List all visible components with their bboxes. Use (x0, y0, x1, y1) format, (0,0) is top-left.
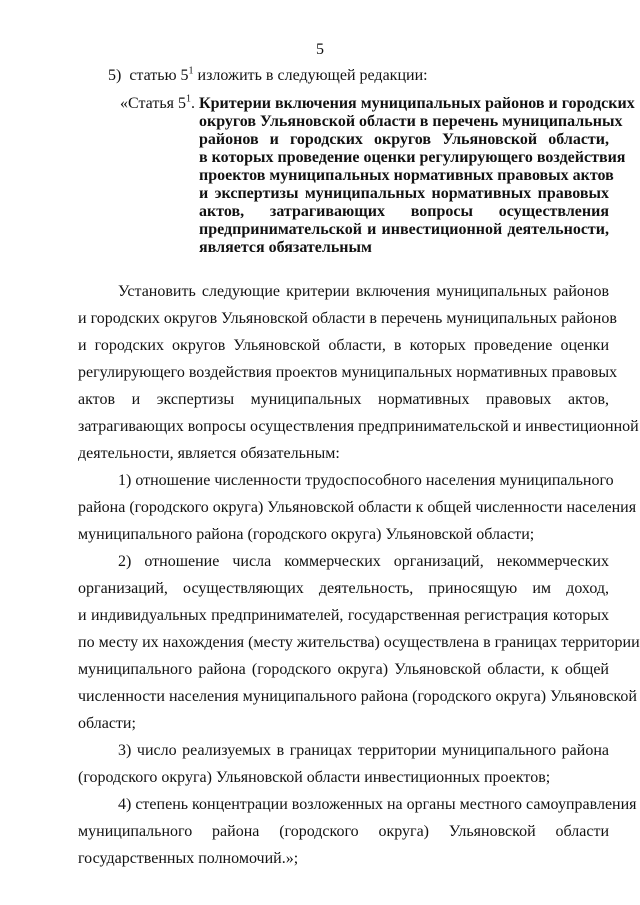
intro-superscript: 1 (188, 65, 194, 77)
criterion-3-line: (городского округа) Ульяновской области инвестиционных проектов; (78, 769, 551, 786)
body-line: Установить следующие критерии включения муниципальных районов (118, 283, 609, 300)
body-line: актов и экспертизы муниципальных нормативных правовых актов, (78, 391, 609, 408)
article-title-line: является обязательным (199, 239, 372, 256)
amendment-intro (108, 66, 428, 86)
article-title-line: в которых проведение оценки регулирующего воздействия (199, 149, 626, 166)
criterion-4-line: государственных полномочий.»; (78, 850, 299, 867)
body-line: и городских округов Ульяновской области в перечень муниципальных районов (78, 310, 617, 327)
criterion-2-line: численности населения муниципального района (городского округа) Ульяновской (78, 688, 637, 705)
intro-lead: 5) статью 5 (108, 67, 189, 84)
body-line: и городских округов Ульяновской области, в которых проведение оценки (78, 337, 609, 354)
article-title-line: Критерии включения муниципальных районов и городских (199, 95, 635, 112)
article-title-line: округов Ульяновской области в перечень муниципальных (199, 113, 623, 130)
article-title-line: районов и городских округов Ульяновской области, (199, 131, 609, 148)
body-line: затрагивающих вопросы осуществления предпринимательской и инвестиционной (78, 418, 639, 435)
article-prefix-superscript: 1 (185, 93, 191, 105)
article-title-line: актов, затрагивающих вопросы осуществления (199, 203, 609, 220)
criterion-1-line: 1) отношение численности трудоспособного населения муниципального (118, 472, 614, 489)
criterion-4-line: 4) степень концентрации возложенных на органы местного самоуправления (118, 796, 637, 813)
criterion-1-line: муниципального района (городского округа) Ульяновской области; (78, 526, 535, 543)
body-line: деятельности, является обязательным: (78, 445, 340, 462)
intro-rest: изложить в следующей редакции: (193, 67, 428, 84)
article-title-line: предпринимательской и инвестиционной деятельности, (199, 221, 609, 238)
criterion-3-line: 3) число реализуемых в границах территории муниципального района (118, 742, 609, 759)
article-title-line: и экспертизы муниципальных нормативных правовых (199, 185, 609, 202)
page-number: 5 (316, 41, 324, 58)
criterion-4-line: муниципального района (городского округа) Ульяновской области (78, 823, 609, 840)
body-line: регулирующего воздействия проектов муниципальных нормативных правовых (78, 364, 618, 381)
criterion-2-line: муниципального района (городского округа) Ульяновской области, к общей (78, 661, 609, 678)
criterion-2-line: по месту их нахождения (месту жительства) осуществлена в границах территории (78, 634, 640, 651)
criterion-2-line: 2) отношение числа коммерческих организаций, некоммерческих (118, 553, 609, 570)
article-prefix: «Статья $5^1$. (120, 93, 195, 112)
article-title-line: проектов муниципальных нормативных правовых актов (199, 167, 614, 184)
criterion-2-line: и индивидуальных предпринимателей, государственная регистрация которых (78, 607, 609, 624)
criterion-2-line: организаций, осуществляющих деятельность, приносящую им доход, (78, 580, 609, 597)
criterion-1-line: района (городского округа) Ульяновской области к общей численности населения (78, 499, 637, 516)
criterion-2-line: области; (78, 715, 136, 732)
